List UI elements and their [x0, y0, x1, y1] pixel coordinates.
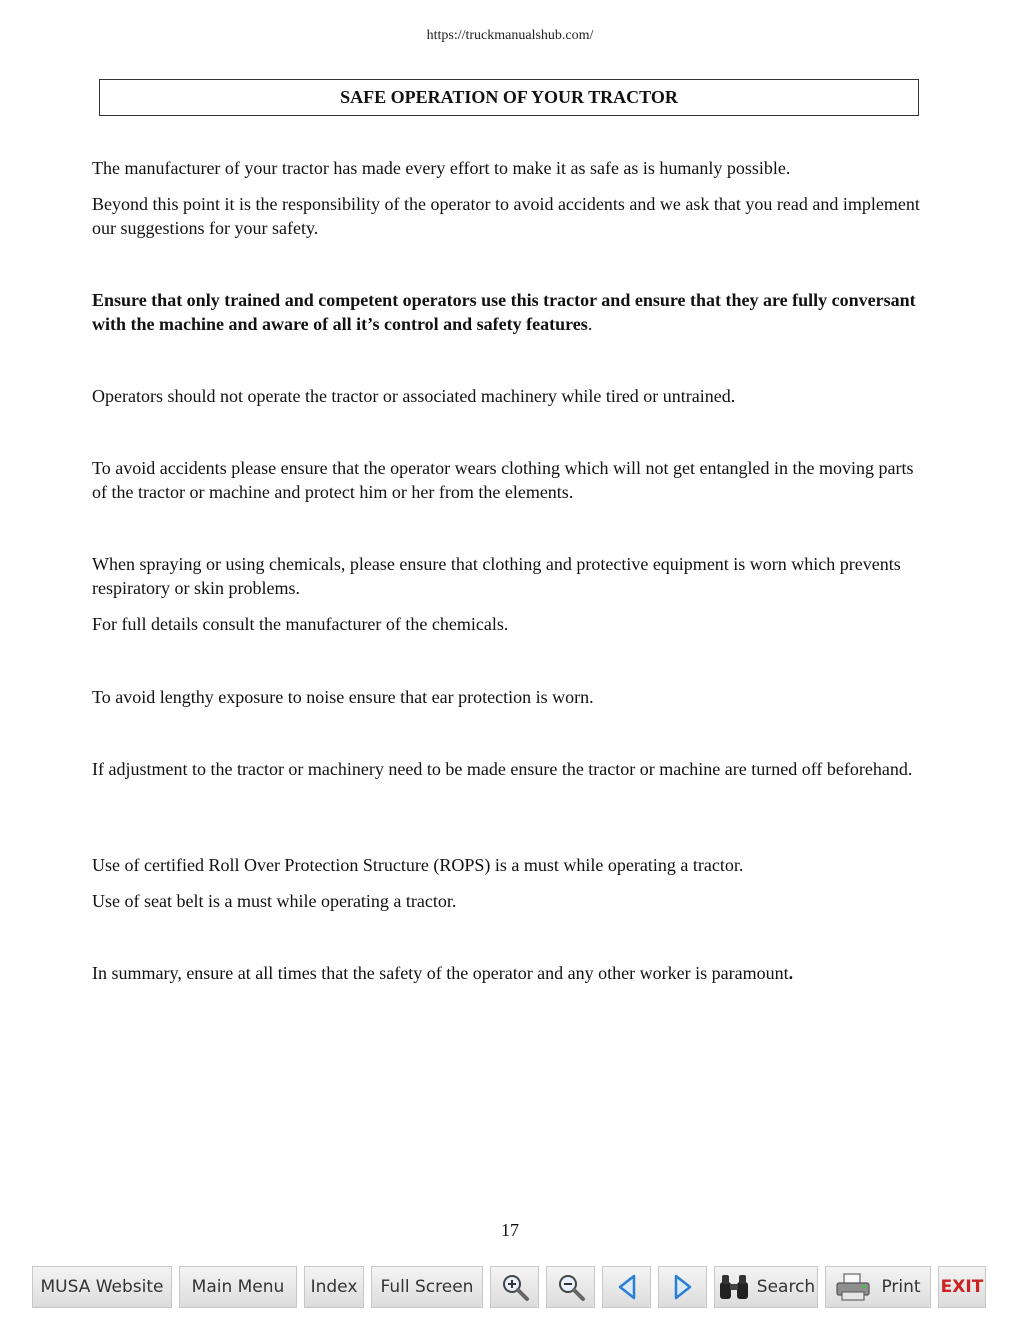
zoom-out-icon [556, 1272, 586, 1302]
exit-button[interactable] [938, 1266, 986, 1308]
paragraph-seat-belt: Use of seat belt is a must while operating a tractor. [92, 891, 457, 911]
main-menu-button[interactable] [179, 1266, 297, 1308]
printer-icon [835, 1272, 871, 1302]
paragraph-chemicals: When spraying or using chemicals, please ensure that clothing and protective equipment is worn which prevents respiratory or skin problems. [92, 554, 901, 598]
index-label: Index [310, 1277, 358, 1297]
next-page-icon [671, 1272, 695, 1302]
zoom-out-button[interactable] [546, 1266, 595, 1308]
paragraph-chemicals-details: For full details consult the manufacturer of the chemicals. [92, 614, 509, 634]
binoculars-icon [717, 1272, 751, 1302]
paragraph-clothing: To avoid accidents please ensure that the operator wears clothing which will not get entangled in the moving parts of the tractor or machine and protect him or her from the elements. [92, 458, 914, 502]
previous-page-icon [615, 1272, 639, 1302]
main-menu-label: Main Menu [191, 1277, 285, 1297]
page-number: 17 [501, 1220, 519, 1240]
header-url: https://truckmanualshub.com/ [426, 28, 594, 43]
search-label: Search [756, 1277, 816, 1297]
paragraph-intro: The manufacturer of your tractor has made every effort to make it as safe as is humanly possible. [92, 158, 791, 178]
summary-text: In summary, ensure at all times that the safety of the operator and any other worker is paramount [92, 963, 789, 983]
zoom-in-icon [500, 1272, 530, 1302]
previous-page-button[interactable] [602, 1266, 651, 1308]
paragraph-responsibility: Beyond this point it is the responsibility of the operator to avoid accidents and we ask that you read and implement our suggestions for your safety. [92, 194, 920, 238]
musa-website-button[interactable] [32, 1266, 172, 1308]
trained-operators-period: . [587, 314, 593, 334]
print-button[interactable] [825, 1266, 931, 1308]
print-label: Print [881, 1277, 921, 1297]
paragraph-rops: Use of certified Roll Over Protection Structure (ROPS) is a must while operating a tractor. [92, 855, 744, 875]
exit-label: EXIT [940, 1277, 984, 1297]
search-button[interactable] [714, 1266, 818, 1308]
trained-operators-bold-text: Ensure that only trained and competent operators use this tractor and ensure that they are fully conversant with the machine and aware of all it’s control and safety features [92, 290, 916, 334]
paragraph-adjustment: If adjustment to the tractor or machinery need to be made ensure the tractor or machine are turned off beforehand. [92, 759, 913, 779]
paragraph-tired: Operators should not operate the tractor or associated machinery while tired or untrained. [92, 386, 736, 406]
page-title: SAFE OPERATION OF YOUR TRACTOR [99, 79, 919, 116]
paragraph-trained-operators [92, 288, 932, 336]
zoom-in-button[interactable] [490, 1266, 539, 1308]
paragraph-summary [92, 961, 932, 985]
musa-website-label: MUSA Website [40, 1277, 164, 1297]
paragraph-noise: To avoid lengthy exposure to noise ensure that ear protection is worn. [92, 687, 594, 707]
full-screen-button[interactable] [371, 1266, 483, 1308]
summary-period: . [788, 963, 794, 983]
next-page-button[interactable] [658, 1266, 707, 1308]
full-screen-label: Full Screen [380, 1277, 474, 1297]
index-button[interactable] [304, 1266, 364, 1308]
